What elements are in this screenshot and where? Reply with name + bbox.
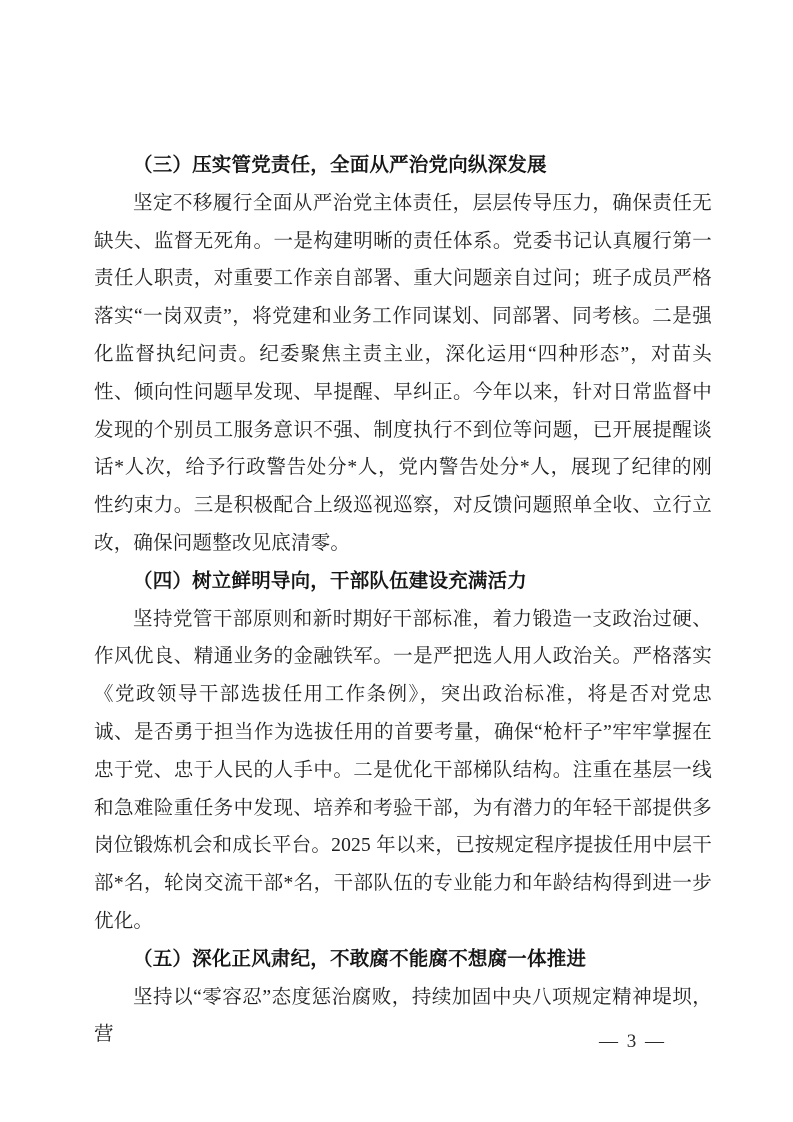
page-number: — 3 — — [599, 1031, 666, 1052]
section-5-paragraph: 坚持以“零容忍”态度惩治腐败，持续加固中央八项规定精神堤坝，营 — [94, 986, 712, 1046]
section-heading-3: （三）压实管党责任，全面从严治党向纵深发展 — [133, 155, 547, 176]
section-4-paragraph: 坚持党管干部原则和新时期好干部标准，着力锻造一支政治过硬、作风优良、精通业务的金融铁军。一是严把选人用人政治关。严格落实《党政领导干部选拔任用工作条例》，突出政治标准，将是否对党忠诚、是否勇于担当作为选拔任用的首要考量，确保“枪杆子”牢牢掌握在忠于党、忠于人民的人手中。二是优化干部梯队结构。注重在基层一线和急难险重任务中发现、培养和考验干部，为有潜力的年轻干部提供多岗位锻炼机会和成长平台。2025 年以来，已按规定程序提拔任用中层干部*名，轮岗交流干部*名，干部队伍的专业能力和年龄结构得到进一步优化。 — [94, 608, 712, 932]
document-content — [94, 147, 712, 1054]
section-heading-4: （四）树立鲜明导向，干部队伍建设充满活力 — [133, 570, 528, 592]
section-heading-5: （五）深化正风肃纪，不敢腐不能腐不想腐一体推进 — [133, 948, 587, 970]
section-3-paragraph: 坚定不移履行全面从严治党主体责任，层层传导压力，确保责任无缺失、监督无死角。一是构建明晰的责任体系。党委书记认真履行第一责任人职责，对重要工作亲自部署、重大问题亲自过问；班子成员严格落实“一岗双责”，将党建和业务工作同谋划、同部署、同考核。二是强化监督执纪问责。纪委聚焦主责主业，深化运用“四种形态”，对苗头性、倾向性问题早发现、早提醒、早纠正。今年以来，针对日常监督中发现的个别员工服务意识不强、制度执行不到位等问题，已开展提醒谈话*人次，给予行政警告处分*人，党内警告处分*人，展现了纪律的刚性约束力。三是积极配合上级巡视巡察，对反馈问题照单全收、立行立改，确保问题整改见底清零。 — [94, 192, 712, 554]
